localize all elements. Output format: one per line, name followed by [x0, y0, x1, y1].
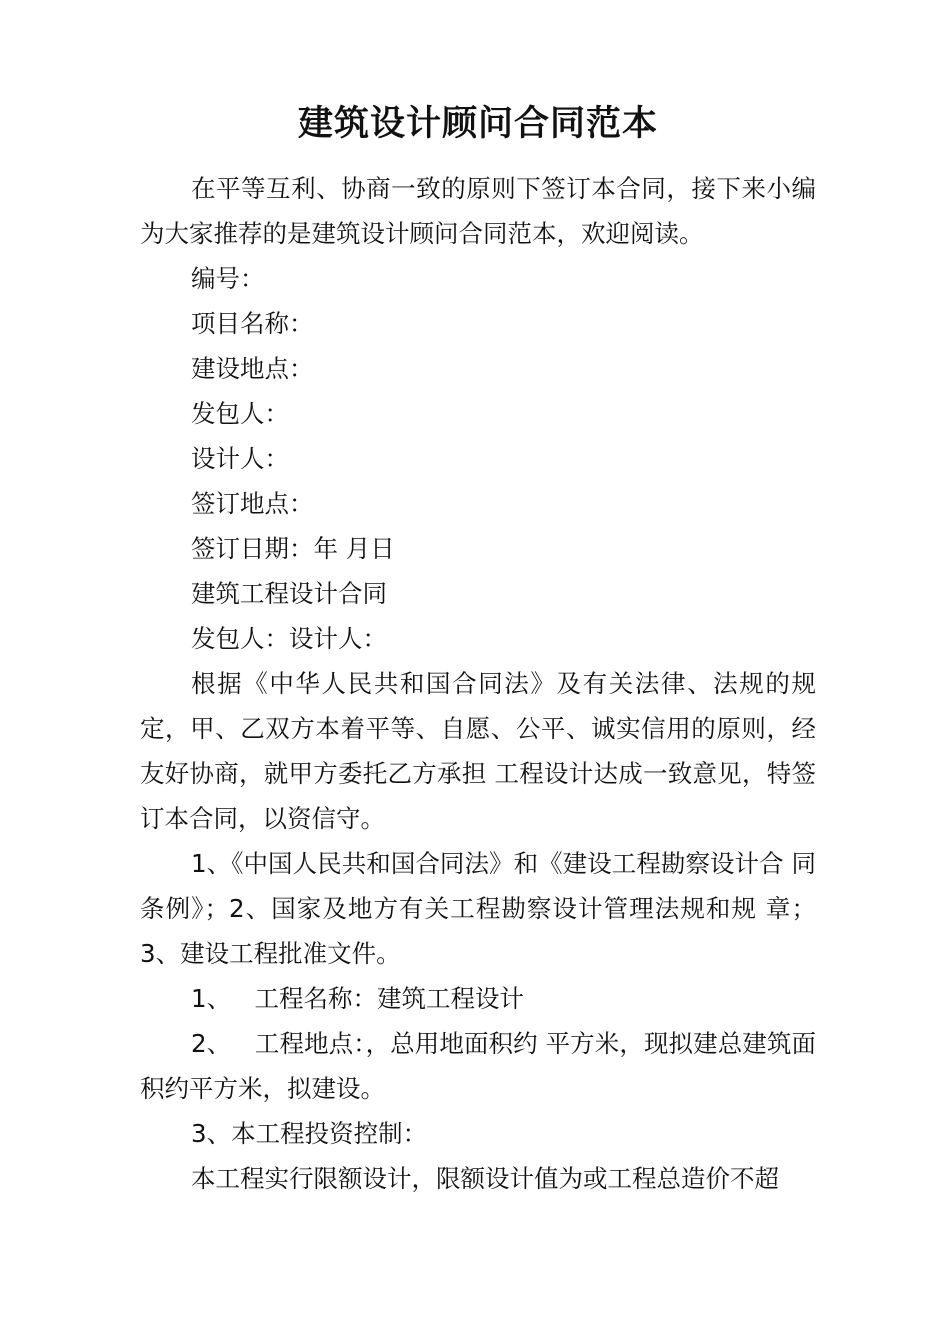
clause-project-location: 2、 工程地点：，总用地面积约 平方米，现拟建总建筑面积约平方米，拟建设。	[140, 1029, 816, 1103]
clause-investment-control: 3、本工程投资控制：	[191, 1119, 428, 1148]
contract-number-field: 编号：	[191, 264, 265, 293]
clause-project-name: 1、 工程名称：建筑工程设计	[191, 984, 524, 1013]
signing-date-field: 签订日期：年 月日	[191, 534, 395, 563]
project-name-field: 项目名称：	[191, 309, 314, 338]
contract-subtitle: 建筑工程设计合同	[191, 579, 387, 608]
signing-place-field: 签订地点：	[191, 489, 314, 518]
document-body	[140, 166, 816, 1201]
preamble-paragraph: 根据《中华人民共和国合同法》及有关法律、法规的规定，甲、乙双方本着平等、自愿、公平、诚实信用的原则，经友好协商，就甲方委托乙方承担 工程设计达成一致意见，特签订本合同，以资信守。	[140, 669, 816, 833]
intro-paragraph: 在平等互利、协商一致的原则下签订本合同，接下来小编为大家推荐的是建筑设计顾问合同范本，欢迎阅读。	[140, 174, 816, 248]
designer-field: 设计人：	[191, 444, 289, 473]
basis-paragraph: 1、《中国人民共和国合同法》和《建设工程勘察设计合 同条例》；2、国家及地方有关工程勘察设计管理法规和规 章；3、建设工程批准文件。	[140, 849, 816, 968]
construction-site-field: 建设地点：	[191, 354, 314, 383]
client-field: 发包人：	[191, 399, 289, 428]
document-title: 建筑设计顾问合同范本	[297, 104, 658, 144]
limit-design-paragraph: 本工程实行限额设计，限额设计值为或工程总造价不超	[191, 1164, 779, 1193]
parties-field: 发包人：设计人：	[191, 624, 387, 653]
